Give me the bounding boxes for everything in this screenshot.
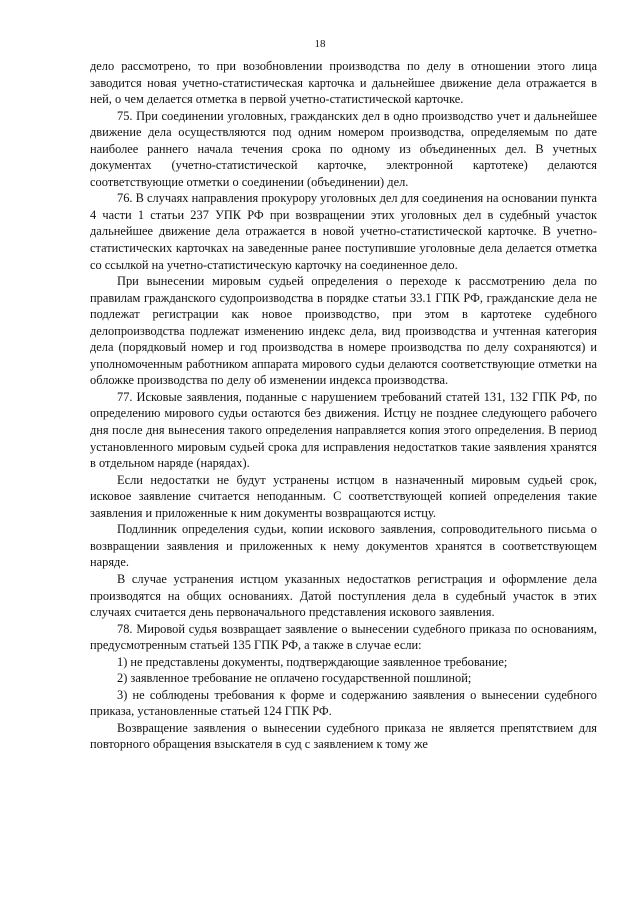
paragraph-clause-76: 76. В случаях направления прокурору уголовных дел для соединения на основании пункта 4 части 1 статьи 237 УПК РФ при возвращении этих уголовных дел в судебный участок дальнейшее движение дела отражается в новой учетно-статистической карточке. В учетно-статистических карточках на заведенные ранее поступившие уголовные дела делается отметка со ссылкой на учетно-статистическую карточку на соединенное дело. [90, 191, 597, 272]
paragraph-clause-78-return: Возвращение заявления о вынесении судебного приказа не является препятствием для повторного обращения взыскателя в суд с заявлением к тому же [90, 720, 597, 752]
paragraph-clause-78: 78. Мировой судья возвращает заявление о вынесении судебного приказа по основаниям, предусмотренным статьей 135 ГПК РФ, а также в случае если: [90, 621, 597, 653]
paragraph-clause-77-unremedied: Если недостатки не будут устранены истцом в назначенный мировым судьей срок, исковое заявление считается неподанным. С соответствующей копией определения такие заявления и приложенные к ним документы возвращаются истцу. [90, 472, 597, 520]
list-item-3: 3) не соблюдены требования к форме и содержанию заявления о вынесении судебного приказа, установленные статьей 124 ГПК РФ. [90, 687, 597, 719]
paragraph-continuation: дело рассмотрено, то при возобновлении производства по делу в отношении этого лица заводится новая учетно-статистическая карточка и дальнейшее движение дела отражается в ней, о чем делается отметка в первой учетно-статистической карточке. [90, 59, 597, 107]
paragraph-clause-76-addendum: При вынесении мировым судьей определения о переходе к рассмотрению дела по правилам гражданского судопроизводства в порядке статьи 33.1 ГПК РФ, гражданские дела не подлежат регистрации как новое производство, при этом в картотеке судебного делопроизводства подлежат изменению индекс дела, вид производства и учтенная категория дела (порядковый номер и год производства в номере производства по делу сохраняются) и уполномоченным работником аппарата мирового судьи делаются соответствующие отметки на обложке производства по делу об изменении индекса производства. [90, 274, 597, 388]
paragraph-clause-77-remedied: В случае устранения истцом указанных недостатков регистрация и оформление дела производятся на общих основаниях. Датой поступления дела в судебный участок в этих случаях считается день первоначального представления искового заявления. [90, 571, 597, 620]
paragraph-clause-77: 77. Исковые заявления, поданные с нарушением требований статей 131, 132 ГПК РФ, по определению мирового судьи остаются без движения. Истцу не позднее следующего рабочего дня после дня вынесения такого определения направляется копия этого определения. В период установленного мировым судьей срока для исправления недостатков такие заявления хранятся в отдельном наряде (нарядах). [90, 389, 597, 471]
document-body [90, 58, 597, 753]
paragraph-clause-75: 75. При соединении уголовных, гражданских дел в одно производство учет и дальнейшее движение дела осуществляются под одним номером производства, определяемым по дате наиболее раннего начала течения срока по одному из объединенных дел. В учетных документах (учетно-статистической карточке, электронной картотеке) делаются соответствующие отметки о соединении (объединении) дел. [90, 108, 597, 189]
paragraph-clause-77-storage: Подлинник определения судьи, копии искового заявления, сопроводительного письма о возвращении заявления и приложенных к нему документов хранятся в соответствующем наряде. [90, 522, 597, 570]
list-item-1: 1) не представлены документы, подтверждающие заявленное требование; [117, 654, 508, 669]
list-item-2: 2) заявленное требование не оплачено государственной пошлиной; [117, 671, 472, 686]
page-number: 18 [314, 38, 326, 50]
